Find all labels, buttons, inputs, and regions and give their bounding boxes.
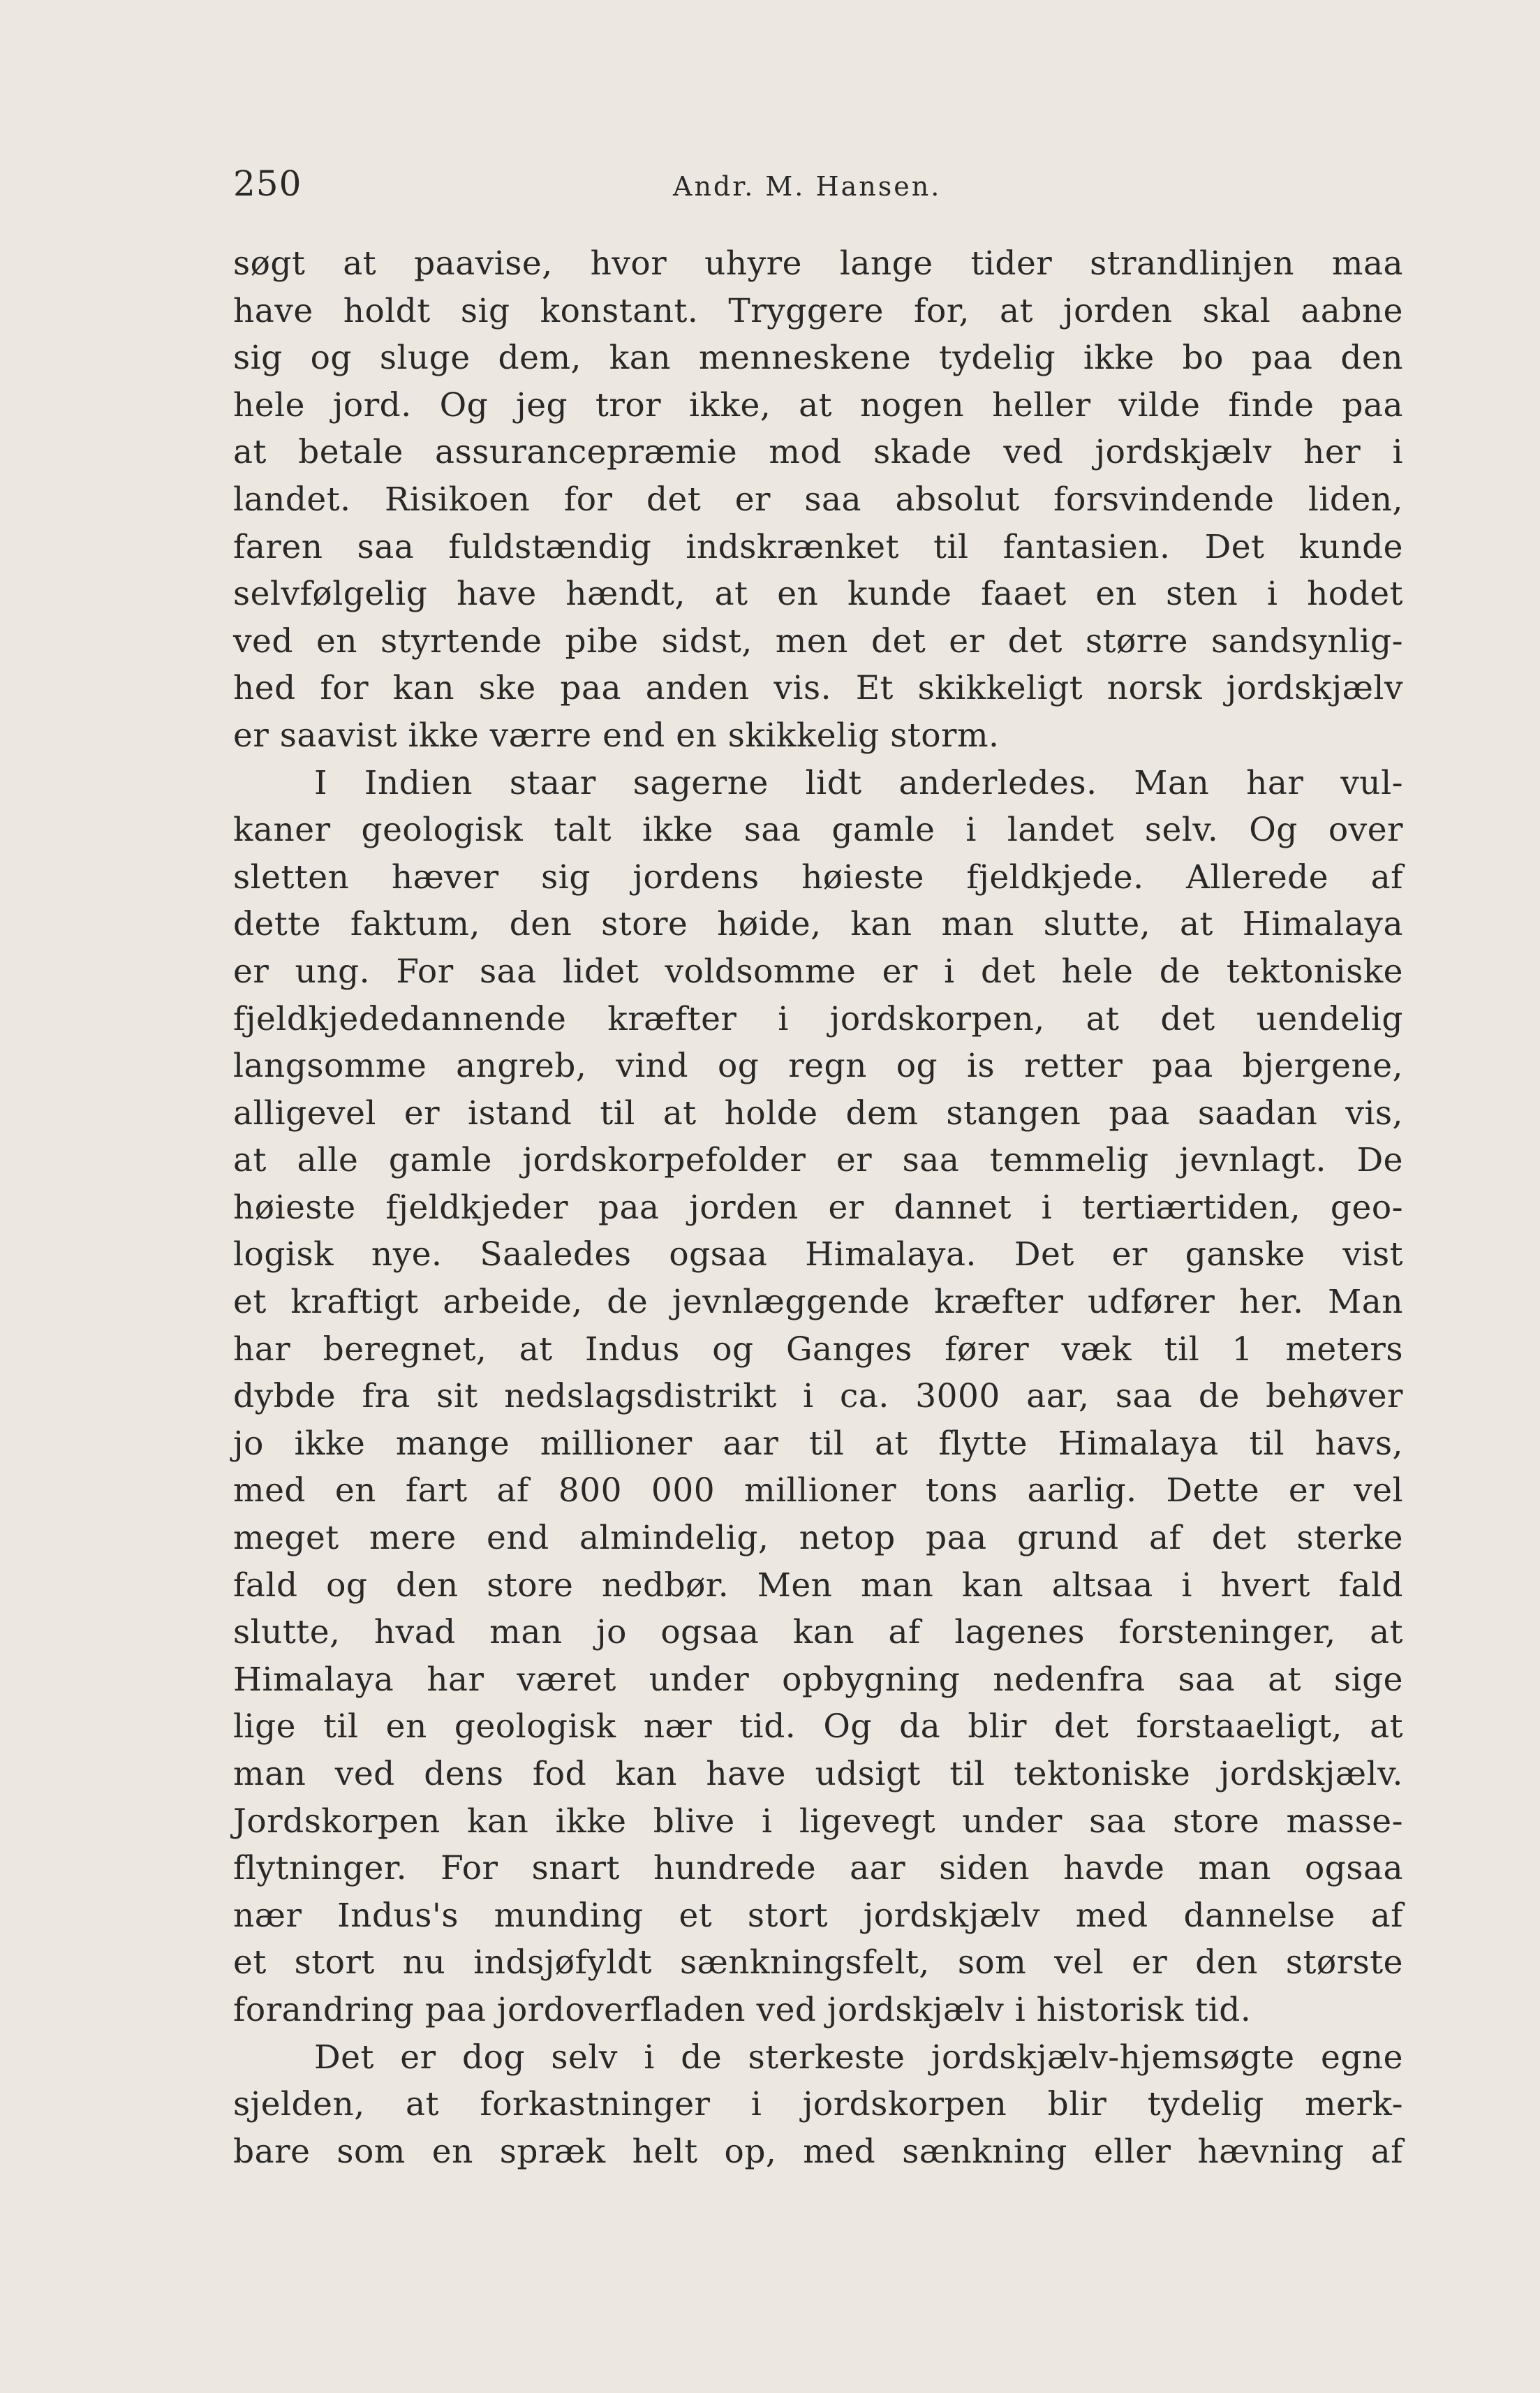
paragraph-start-line: I Indien staar sagerne lidt anderledes. Man har vul- <box>314 763 1403 802</box>
body-text <box>233 240 1403 2175</box>
text-line: have holdt sig konstant. Tryggere for, at jorden skal aabne <box>233 291 1403 330</box>
text-line: med en fart af 800 000 millioner tons aarlig. Dette er vel <box>233 1471 1403 1510</box>
text-line: et stort nu indsjøfyldt sænkningsfelt, som vel er den største <box>233 1943 1403 1982</box>
text-line: dybde fra sit nedslagsdistrikt i ca. 3000 aar, saa de behøver <box>233 1377 1403 1416</box>
text-line: høieste fjeldkjeder paa jorden er dannet i tertiærtiden, geo- <box>233 1188 1403 1227</box>
text-line: at alle gamle jordskorpefolder er saa temmelig jevnlagt. De <box>233 1141 1403 1180</box>
text-line: bare som en spræk helt op, med sænkning eller hævning af <box>233 2132 1403 2171</box>
text-line: at betale assurancepræmie mod skade ved jordskjælv her i <box>233 433 1403 472</box>
text-line: alligevel er istand til at holde dem stangen paa saadan vis, <box>233 1094 1403 1133</box>
text-line: slutte, hvad man jo ogsaa kan af lagenes forsteninger, at <box>233 1613 1403 1652</box>
text-line: sig og sluge dem, kan menneskene tydelig ikke bo paa den <box>233 339 1403 378</box>
text-line: selvfølgelig have hændt, at en kunde faaet en sten i hodet <box>233 575 1403 614</box>
text-line: faren saa fuldstændig indskrænket til fantasien. Det kunde <box>233 527 1403 566</box>
running-head-author: Andr. M. Hansen. <box>673 171 942 202</box>
text-line: forandring paa jordoverfladen ved jordskjælv i historisk tid. <box>233 1990 1252 2029</box>
text-line: sletten hæver sig jordens høieste fjeldkjede. Allerede af <box>233 857 1403 897</box>
text-line: Himalaya har været under opbygning nedenfra saa at sige <box>233 1660 1403 1699</box>
text-line: logisk nye. Saaledes ogsaa Himalaya. Det er ganske vist <box>233 1235 1403 1274</box>
text-line: hele jord. Og jeg tror ikke, at nogen heller vilde finde paa <box>233 385 1403 425</box>
text-line: et kraftigt arbeide, de jevnlæggende kræfter udfører her. Man <box>233 1283 1403 1322</box>
text-line: nær Indus's munding et stort jordskjælv med dannelse af <box>233 1896 1403 1935</box>
text-line: hed for kan ske paa anden vis. Et skikkeligt norsk jordskjælv <box>233 669 1403 708</box>
text-line: fald og den store nedbør. Men man kan altsaa i hvert fald <box>233 1566 1403 1605</box>
text-line: flytninger. For snart hundrede aar siden havde man ogsaa <box>233 1849 1403 1888</box>
text-line: landet. Risikoen for det er saa absolut forsvindende liden, <box>233 480 1403 519</box>
text-line: lige til en geologisk nær tid. Og da blir det forstaaeligt, at <box>233 1707 1403 1746</box>
text-line: sjelden, at forkastninger i jordskorpen blir tydelig merk- <box>233 2085 1403 2124</box>
text-line: man ved dens fod kan have udsigt til tektoniske jordskjælv. <box>233 1755 1403 1793</box>
text-line: jo ikke mange millioner aar til at flytte Himalaya til havs, <box>233 1424 1403 1463</box>
text-line: kaner geologisk talt ikke saa gamle i landet selv. Og over <box>233 811 1403 850</box>
text-line: meget mere end almindelig, netop paa grund af det sterke <box>233 1519 1403 1558</box>
text-line: Jordskorpen kan ikke blive i ligevegt under saa store masse- <box>233 1802 1403 1841</box>
page-header <box>233 159 1420 208</box>
text-line: er ung. For saa lidet voldsomme er i det hele de tektoniske <box>233 952 1403 991</box>
text-line: langsomme angreb, vind og regn og is retter paa bjergene, <box>233 1047 1403 1086</box>
text-line: søgt at paavise, hvor uhyre lange tider strandlinjen maa <box>233 244 1403 283</box>
text-line: har beregnet, at Indus og Ganges fører væk til 1 meters <box>233 1330 1403 1369</box>
text-line: ved en styrtende pibe sidst, men det er det større sandsynlig- <box>233 621 1403 661</box>
text-line: fjeldkjededannende kræfter i jordskorpen, at det uendelig <box>233 999 1403 1038</box>
paragraph-start-line: Det er dog selv i de sterkeste jordskjælv-hjemsøgte egne <box>314 2038 1403 2077</box>
text-line: er saavist ikke værre end en skikkelig storm. <box>233 716 1000 755</box>
text-line: dette faktum, den store høide, kan man slutte, at Himalaya <box>233 905 1403 944</box>
page-number: 250 <box>233 163 302 204</box>
